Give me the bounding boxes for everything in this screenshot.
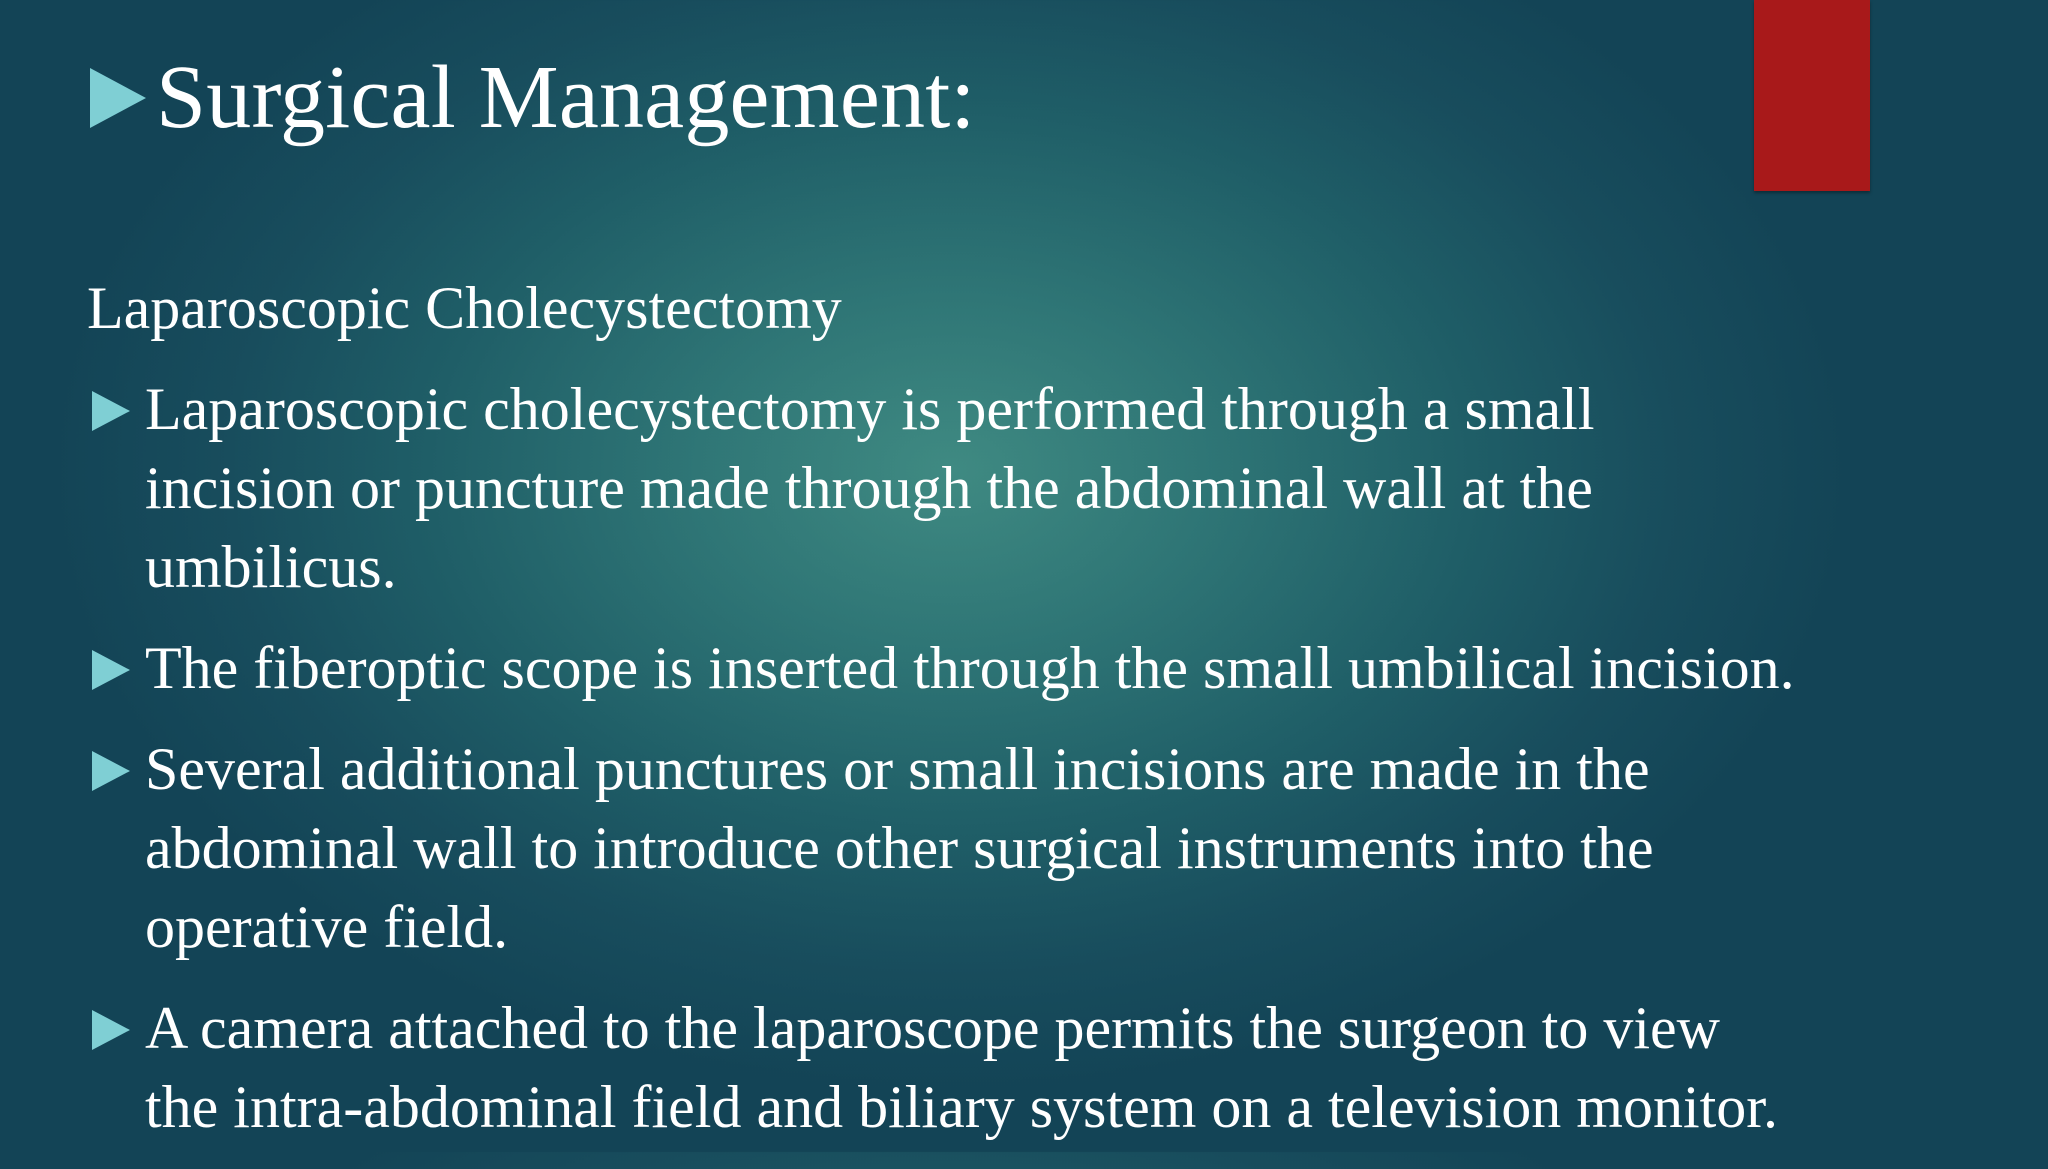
bullet-item <box>90 989 2020 1147</box>
bullet-text-line: Laparoscopic cholecystectomy is performed through a small <box>145 376 1595 442</box>
bullet-text-line: The fiberoptic scope is inserted through the small umbilical incision. <box>145 635 1795 701</box>
bullet-text-line: the intra-abdominal field and biliary system on a television monitor. <box>145 1074 1778 1140</box>
bullet-text-line: operative field. <box>145 894 509 960</box>
triangle-bullet-icon <box>92 391 130 431</box>
triangle-bullet-icon <box>92 1010 130 1050</box>
slide-title: Surgical Management: <box>156 48 976 147</box>
slide-subheading: Laparoscopic Cholecystectomy <box>87 275 842 341</box>
bullet-item <box>90 370 2020 607</box>
bullet-text-line: Several additional punctures or small incisions are made in the <box>145 736 1650 802</box>
bullet-item <box>90 730 2020 967</box>
triangle-bullet-icon <box>92 650 130 690</box>
triangle-bullet-icon <box>90 68 146 128</box>
triangle-bullet-icon <box>92 751 130 791</box>
bullet-text-line: incision or puncture made through the abdominal wall at the <box>145 455 1593 521</box>
accent-bar <box>1754 0 1870 191</box>
bullet-text-line: umbilicus. <box>145 534 397 600</box>
bullet-text-line: abdominal wall to introduce other surgical instruments into the <box>145 815 1654 881</box>
bullet-item <box>90 629 2020 708</box>
bullet-text-line: A camera attached to the laparoscope permits the surgeon to view <box>145 995 1720 1061</box>
bullet-list <box>90 370 2020 1169</box>
title-row <box>90 42 976 154</box>
